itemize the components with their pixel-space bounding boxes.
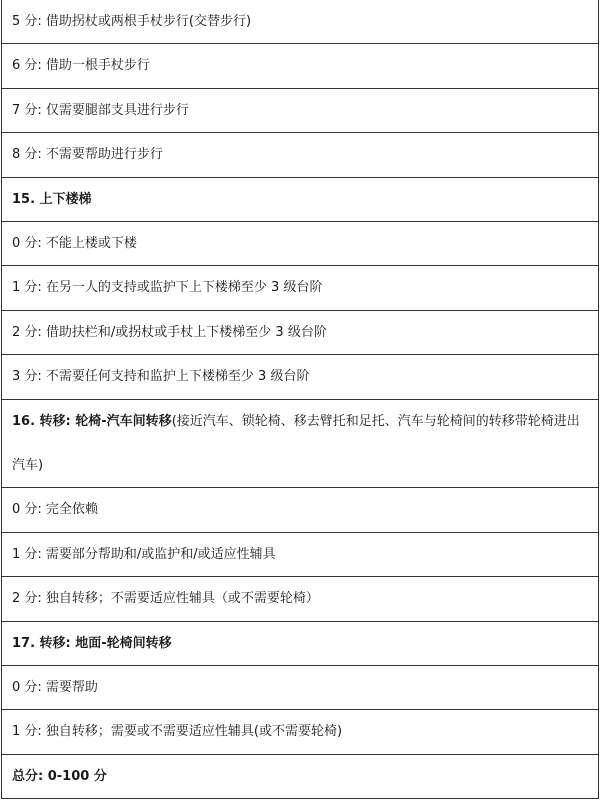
scoring-table [1, 0, 599, 799]
score-item: 0 分: 完全依赖 [2, 488, 598, 532]
section-heading-stairs: 15. 上下楼梯 [2, 178, 598, 222]
score-item: 7 分: 仅需要腿部支具进行步行 [2, 89, 598, 133]
score-item: 2 分: 独自转移；不需要适应性辅具（或不需要轮椅） [2, 577, 598, 621]
score-item: 1 分: 在另一人的支持或监护下上下楼梯至少 3 级台阶 [2, 266, 598, 310]
score-item: 0 分: 不能上楼或下楼 [2, 222, 598, 266]
score-item: 1 分: 独自转移；需要或不需要适应性辅具(或不需要轮椅) [2, 710, 598, 754]
score-item: 3 分: 不需要任何支持和监护上下楼梯至少 3 级台阶 [2, 355, 598, 399]
score-item: 6 分: 借助一根手杖步行 [2, 44, 598, 88]
score-item: 1 分: 需要部分帮助和/或监护和/或适应性辅具 [2, 533, 598, 577]
score-item: 0 分: 需要帮助 [2, 666, 598, 710]
score-item: 2 分: 借助扶栏和/或拐杖或手杖上下楼梯至少 3 级台阶 [2, 311, 598, 355]
section-heading-floor-transfer: 17. 转移: 地面-轮椅间转移 [2, 622, 598, 666]
section-heading-car-transfer-description: (接近汽车、锁轮椅、移去臂托和足托、汽车与轮椅间的转移带轮椅进出汽车) [12, 413, 580, 473]
section-heading-car-transfer [2, 400, 598, 489]
section-heading-car-transfer-title: 16. 转移: 轮椅-汽车间转移 [12, 413, 172, 429]
score-item: 8 分: 不需要帮助进行步行 [2, 133, 598, 177]
score-item: 5 分: 借助拐杖或两根手杖步行(交替步行) [2, 0, 598, 44]
total-score: 总分: 0-100 分 [2, 755, 598, 799]
